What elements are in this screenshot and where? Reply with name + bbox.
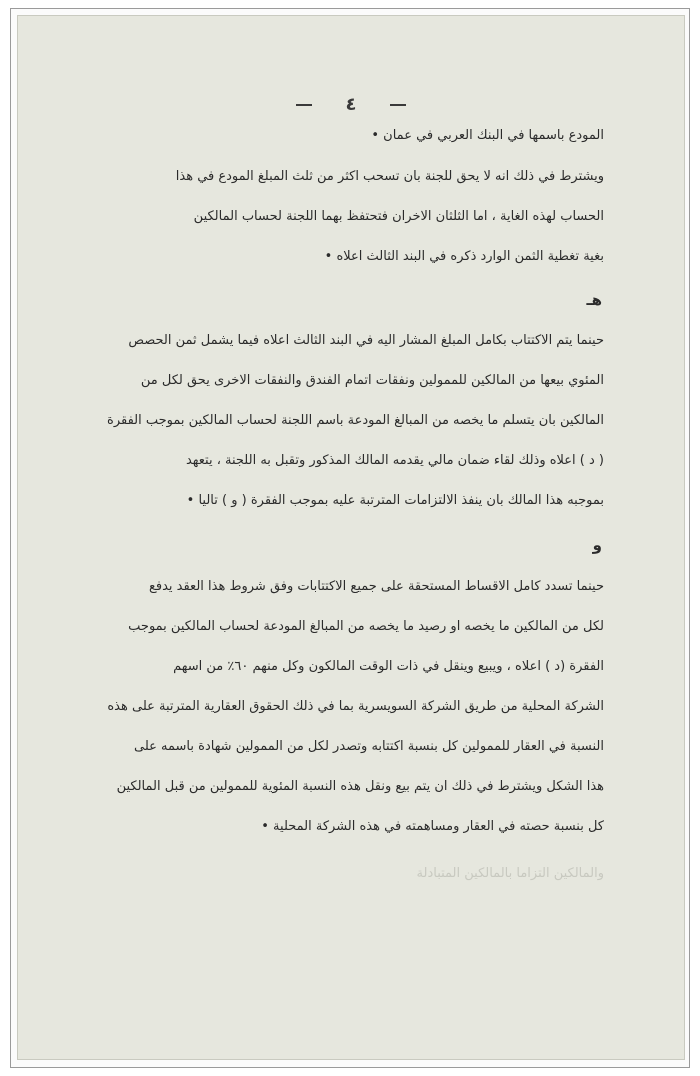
text-line: حينما تسدد كامل الاقساط المستحقة على جميع الاكتتابات وفق شروط هذا العقد يدفع [148,579,604,594]
text-line: ويشترط في ذلك انه لا يحق للجنة بان تسحب اكثر من ثلث المبلغ المودع في هذا [175,169,604,184]
page-number: ٤ [345,94,357,115]
document-page [17,15,685,1060]
text-line: ( د ) اعلاه وذلك لقاء ضمان مالي يقدمه المالك المذكور وتقبل به اللجنة ، يتعهد [185,453,604,468]
text-line: الحساب لهذه الغاية ، اما الثلثان الاخران فتحتفظ بهما اللجنة لحساب المالكين [193,209,604,224]
text-line: المئوي بيعها من المالكين للممولين ونفقات اتمام الفندق والنفقات الاخرى يحق لكل من [140,373,604,388]
header-dash [296,104,312,106]
text-line: الشركة المحلية من طريق الشركة السويسرية بما في ذلك الحقوق العقارية المترتبة على هذه [107,699,604,714]
text-line: الفقرة (د ) اعلاه ، ويبيع وينقل في ذات الوقت المالكون وكل منهم ٦٠٪ من اسهم [173,659,604,674]
text-line: النسبة في العقار للممولين كل بنسبة اكتتابه وتصدر لكل من الممولين شهادة باسمه على [134,739,604,754]
header-dash [390,104,406,106]
page-header [18,94,684,115]
text-line: المودع باسمها في البنك العربي في عمان • [371,128,604,143]
text-line: حينما يتم الاكتتاب بكامل المبلغ المشار اليه في البند الثالث اعلاه فيما يشمل ثمن الحصص [128,333,604,348]
bleed-through-text: والمالكين التزاما بالمالكين المتبادلة [416,866,604,881]
section-mark-waw: و [592,536,602,554]
text-line: هذا الشكل ويشترط في ذلك ان يتم بيع ونقل هذه النسبة المئوية للممولين من قبل المالكين [116,779,604,794]
text-line: بغية تغطية الثمن الوارد ذكره في البند الثالث اعلاه • [324,249,604,264]
text-line: لكل من المالكين ما يخصه او رصيد ما يخصه من المبالغ المودعة لحساب المالكين بموجب [128,619,604,634]
section-mark-he: هـ [586,291,602,309]
text-line: المالكين بان يتسلم ما يخصه من المبالغ المودعة باسم اللجنة لحساب المالكين بموجب الفقرة [107,413,604,428]
text-line: بموجبه هذا المالك بان ينفذ الالتزامات المترتبة عليه بموجب الفقرة ( و ) تاليا • [186,493,604,508]
text-line: كل بنسبة حصته في العقار ومساهمته في هذه الشركة المحلية • [261,819,604,834]
